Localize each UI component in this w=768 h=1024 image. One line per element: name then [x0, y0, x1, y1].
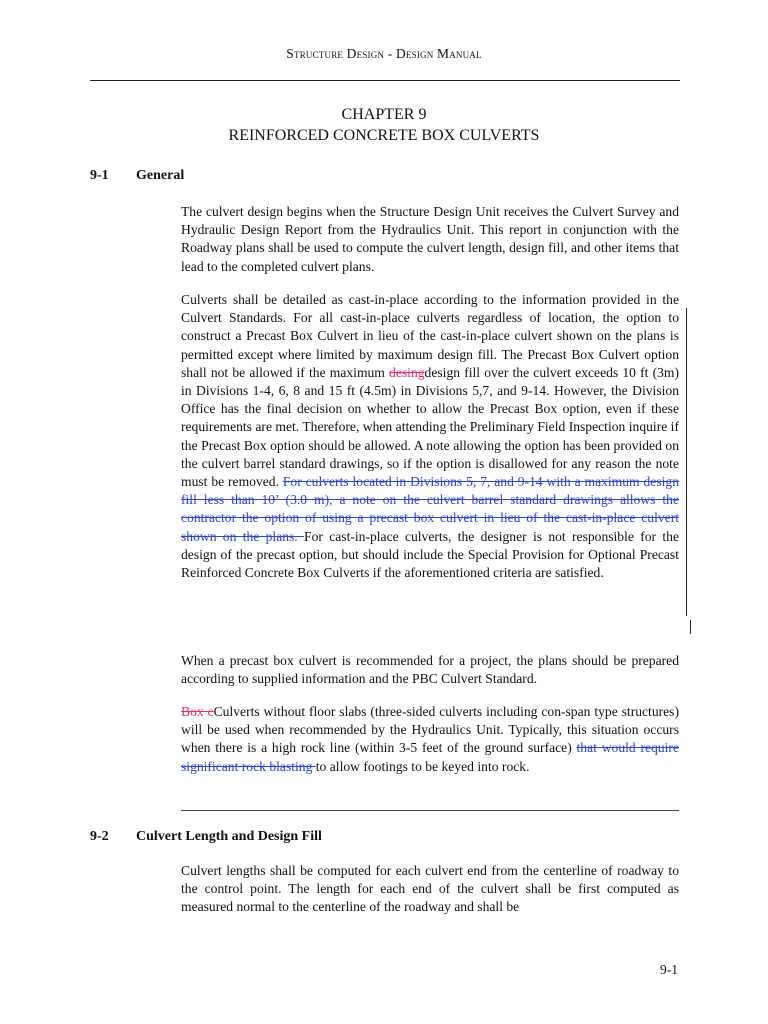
paragraph-precast-option: [181, 291, 679, 582]
section-number: 9-2: [90, 829, 109, 844]
running-header: Structure Design - Design Manual: [286, 46, 482, 61]
chapter-title: [0, 104, 768, 146]
paragraph-text: to allow footings to be keyed into rock.: [315, 758, 530, 774]
deleted-text: desing: [389, 364, 425, 380]
paragraph-text: Culverts shall be detailed as cast-in-place according to the information provided in the Culvert Standards. For all cast-in-place culverts regardless of location, the option to construct a Precast Box Culvert in lieu of the cast-in-place culvert shown on the plans is permitted except where limited by maximum design fill. The Precast Box Culvert option shall not be allowed if the maximum: [181, 292, 679, 380]
paragraph-text: Culverts without floor slabs (three-sided culverts including con-span type structures) will be used when recommended by the Hydraulics Unit. Typically, this situation occurs when there is a high rock line (within 3-5 feet of the ground surface): [181, 704, 679, 756]
paragraph-three-sided: [181, 703, 679, 776]
paragraph-intro: The culvert design begins when the Structure Design Unit receives the Culvert Survey and Hydraulic Design Report from the Hydraulics Unit. This report in conjunction with the Roadway plans shall be used to compute the culvert length, design fill, and other items that lead to the completed culvert plans.: [181, 204, 679, 274]
paragraph-culvert-length: Culvert lengths shall be computed for each culvert end from the centerline of roadway to the control point. The length for each end of the culvert shall be first computed as measured normal to the centerline of the roadway and shall be: [181, 863, 679, 915]
deleted-text: Box c: [181, 704, 214, 719]
paragraph-text: For cast-in-place culverts, the designer is not responsible for the design of the precast option, but should include the Special Provision for Optional Precast Reinforced Concrete Box Culverts if the aforementioned criteria are satisfied.: [181, 528, 679, 581]
chapter-heading: REINFORCED CONCRETE BOX CULVERTS: [228, 127, 540, 144]
change-bar: [690, 620, 691, 634]
page-number: 9-1: [660, 962, 678, 977]
section-title: General: [136, 168, 185, 183]
deleted-text: For culverts located in Divisions 5, 7, and 9-14 with a maximum design fill less than 10’ (3.0 m), a note on the culvert barrel standard drawings allows the contractor the option of using a precast box culvert in lieu of the cast-in-place culvert shown on the plans.: [181, 474, 679, 544]
header-rule: [90, 80, 680, 81]
paragraph-precast-recommended: When a precast box culvert is recommended for a project, the plans should be prepared according to supplied information and the PBC Culvert Standard.: [181, 653, 679, 687]
deleted-text: that would require significant rock blasting: [181, 740, 679, 774]
section-heading-9-1: [90, 168, 184, 184]
section-title: Culvert Length and Design Fill: [136, 829, 322, 844]
section-number: 9-1: [90, 168, 109, 183]
change-bar: [686, 308, 687, 616]
section-heading-9-2: [90, 829, 322, 845]
chapter-number: CHAPTER 9: [341, 106, 427, 123]
paragraph-text: design fill over the culvert exceeds 10 ft (3m) in Divisions 1-4, 6, 8 and 15 ft (4.5m) in Divisions 5,7, and 9-14. However, the Division Office has the final decision on whether to allow the Precast Box option, even if these requirements are met. Therefore, when attending the Preliminary Field Inspection inquire if the Precast Box option should be allowed. A note allowing the option has been provided on the culvert barrel standard drawings, so if the option is disallowed for any reason the note must be removed.: [181, 364, 679, 490]
section-end-rule: [181, 810, 679, 811]
